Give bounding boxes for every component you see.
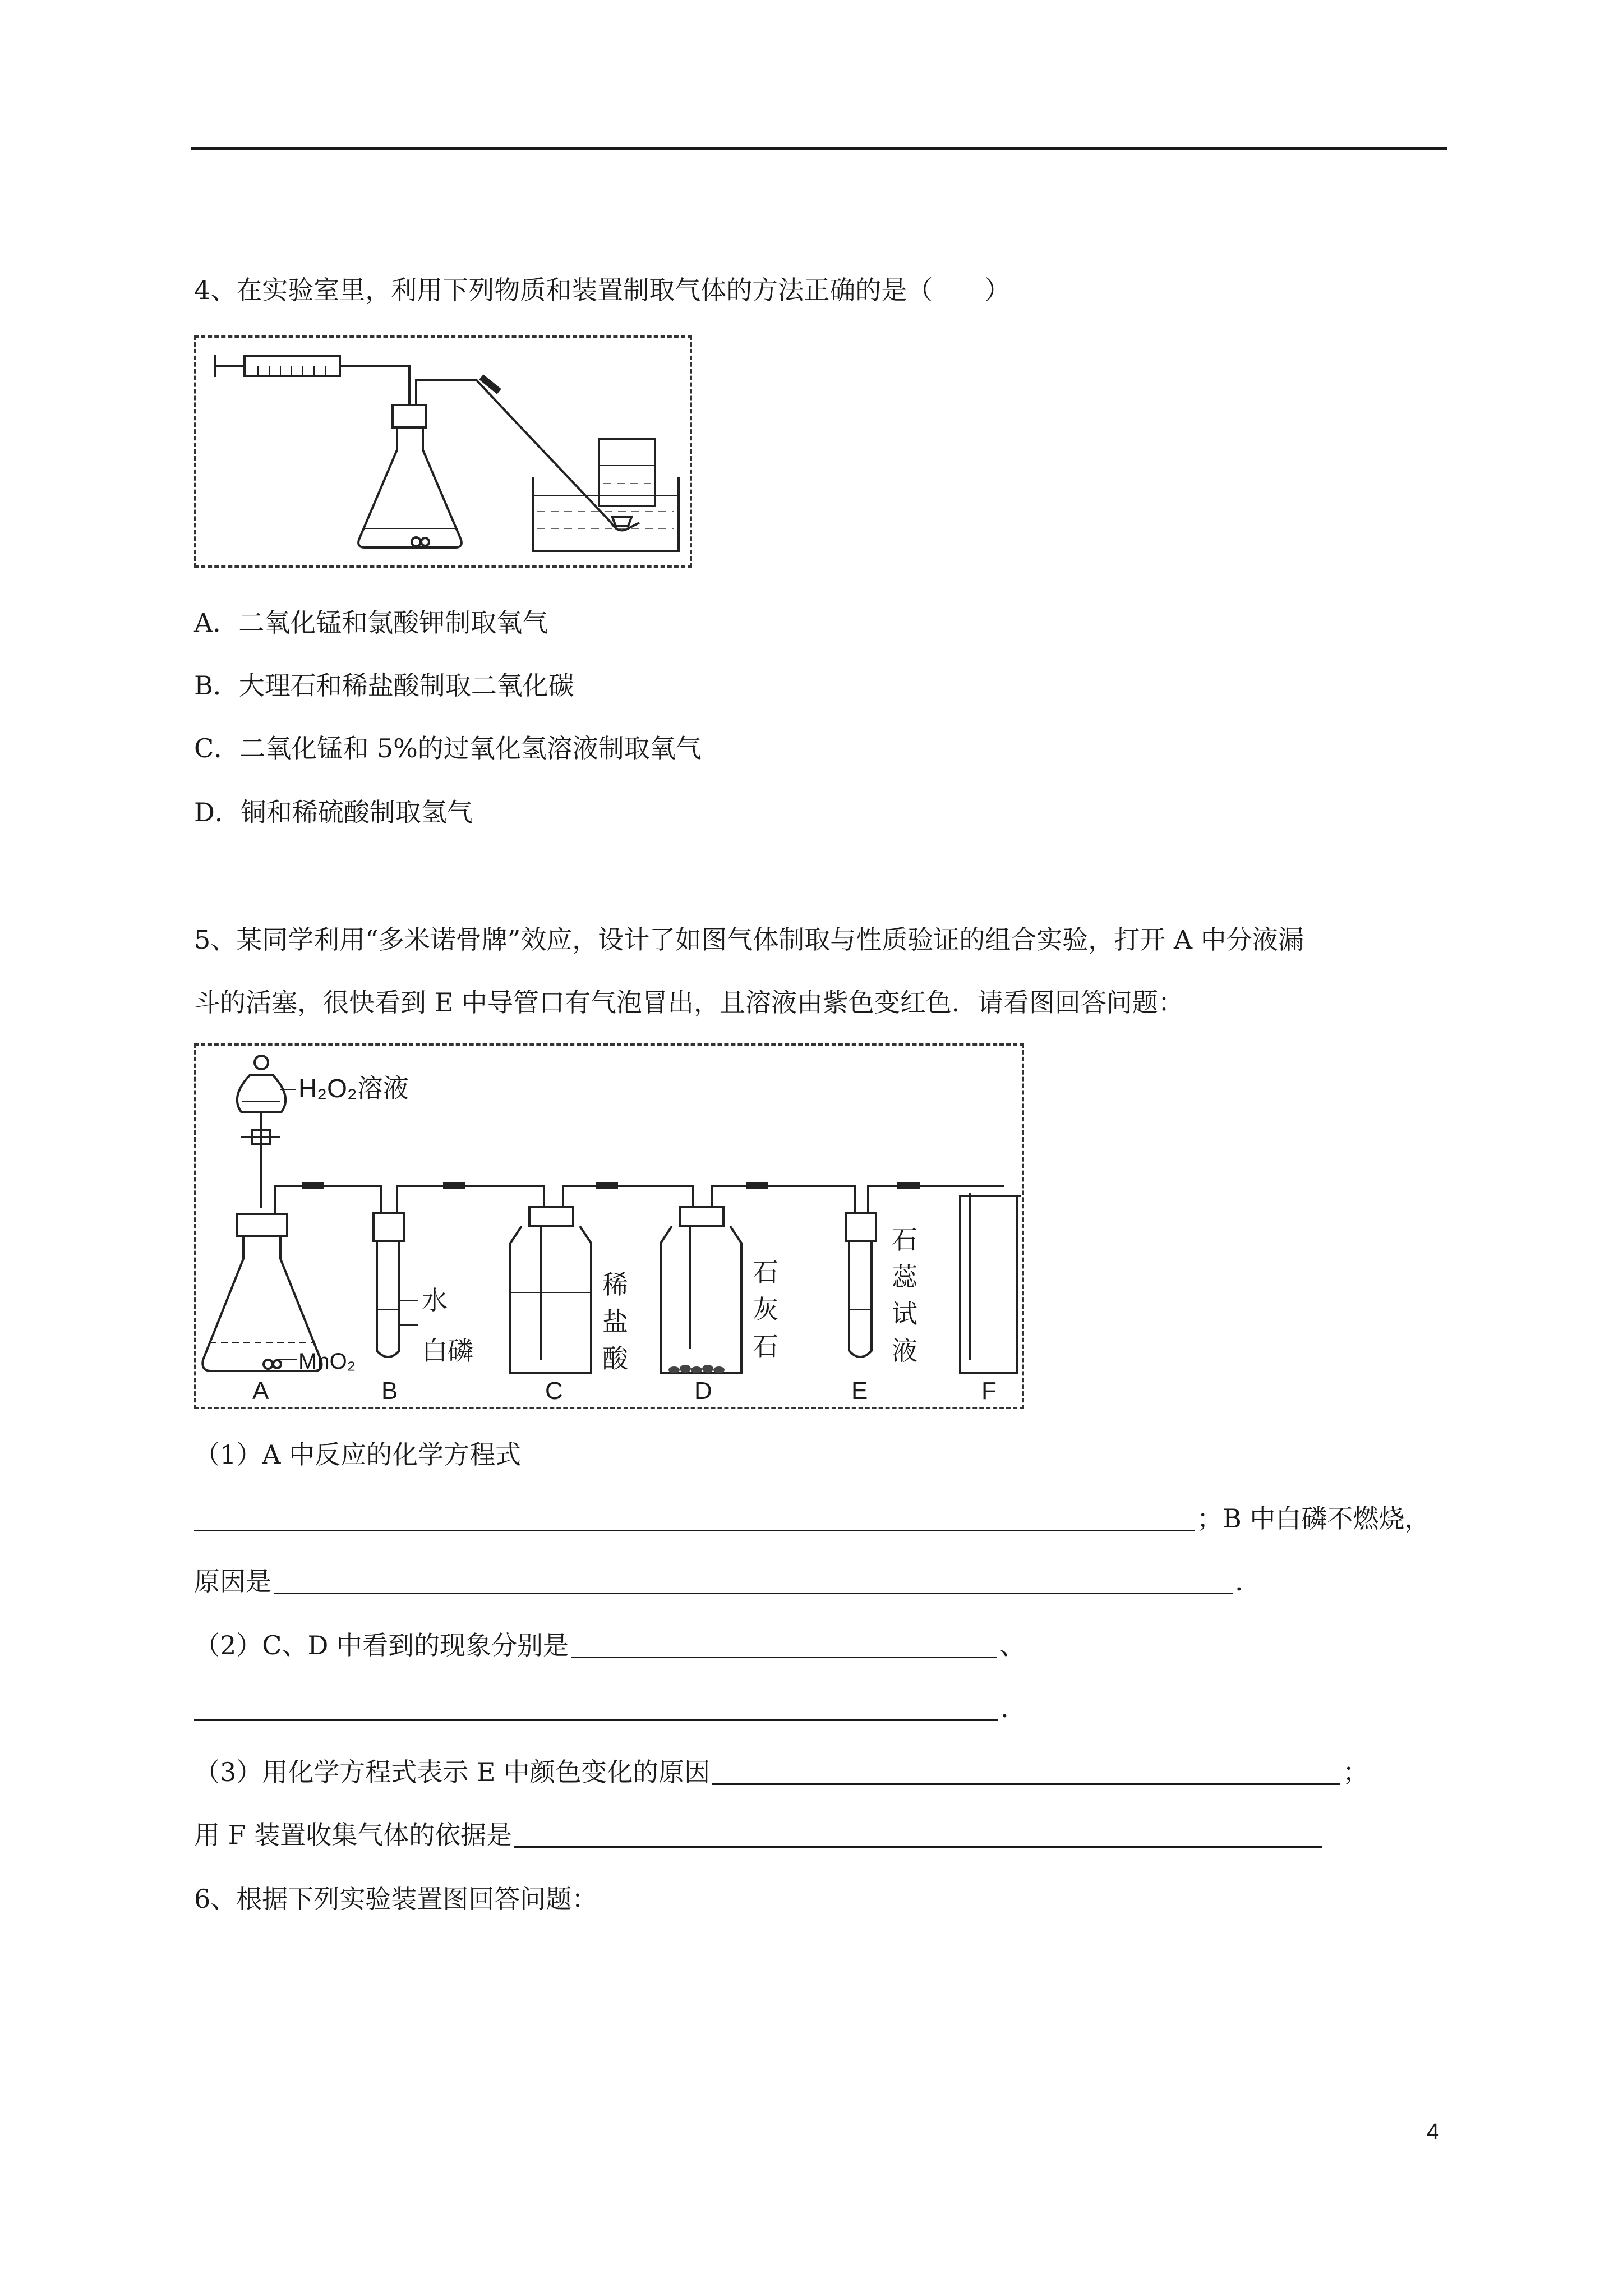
bottle-c-stopper (529, 1207, 573, 1226)
q4-option-c: C．二氧化锰和 5%的过氧化氢溶液制取氧气 (194, 733, 702, 763)
header-rule (191, 147, 1447, 150)
q4-option-b: B．大理石和稀盐酸制取二氧化碳 (194, 670, 574, 701)
answer-blank-equation-e[interactable] (712, 1760, 1340, 1785)
label-e: E (851, 1377, 868, 1405)
bottle-d (661, 1226, 741, 1373)
answer-blank-d-phenomenon[interactable] (194, 1696, 998, 1721)
q5-part1-tail: ；B 中白磷不燃烧， (1197, 1503, 1431, 1534)
q5-stem-line1: 5、某同学利用“多米诺骨牌”效应，设计了如图气体制取与性质验证的组合实验，打开 A 中分液漏 (194, 924, 1304, 955)
q5-part1-end: . (1235, 1566, 1243, 1596)
flask-solid (412, 537, 421, 546)
test-tube-b (377, 1241, 399, 1357)
q4-option-d: D．铜和稀硫酸制取氢气 (194, 797, 473, 827)
white-phosphorus-label: 白磷 (422, 1336, 473, 1365)
label-b: B (381, 1377, 398, 1405)
bottle-f (960, 1197, 1017, 1373)
tube-a-b (275, 1186, 381, 1214)
q5-figure (194, 1043, 1024, 1409)
tube-d-e (712, 1186, 855, 1213)
separatory-funnel (237, 1075, 285, 1112)
flask-stopper (393, 405, 426, 427)
bottle-c (510, 1226, 591, 1373)
q4-option-a: A．二氧化锰和氯酸钾制取氧气 (194, 608, 548, 638)
q5-part1-reason: 原因是 (194, 1566, 271, 1596)
q5-part2-end: . (1000, 1693, 1009, 1723)
limestone-label-2: 灰 (753, 1295, 778, 1324)
label-c: C (545, 1377, 563, 1405)
hcl-label-1: 稀 (602, 1270, 628, 1299)
q4-apparatus-diagram (196, 338, 690, 565)
limestone-pieces (668, 1365, 725, 1373)
litmus-label-3: 试 (892, 1299, 917, 1328)
answer-blank-reason[interactable] (274, 1569, 1233, 1594)
tube-e-f (868, 1186, 1004, 1213)
answer-blank-c-phenomenon[interactable] (571, 1633, 997, 1658)
syringe-needle (340, 366, 409, 405)
label-f: F (981, 1377, 997, 1405)
litmus-label-1: 石 (892, 1225, 917, 1254)
mno2-solid (264, 1360, 273, 1369)
h2o2-label: H₂O₂溶液 (298, 1074, 409, 1103)
bottle-d-stopper (680, 1207, 723, 1226)
funnel-stopper (255, 1056, 268, 1069)
limestone-label-3: 石 (753, 1332, 778, 1361)
delivery-tube (416, 380, 639, 530)
answer-blank-equation-a[interactable] (194, 1506, 1195, 1531)
q5-part3-line (194, 1759, 1368, 1785)
hcl-label-2: 盐 (602, 1307, 628, 1336)
mno2-label: MnO₂ (298, 1349, 356, 1374)
litmus-label-4: 液 (892, 1336, 917, 1365)
q4-figure (194, 335, 692, 568)
beehive-shelf (612, 517, 631, 526)
page-number: 4 (1427, 2119, 1440, 2144)
q5-part1-line (194, 1503, 1431, 1534)
q5-part3-f: 用 F 装置收集气体的依据是 (194, 1820, 513, 1850)
label-d: D (694, 1377, 712, 1405)
syringe-scale (258, 366, 325, 376)
conical-flask (358, 427, 462, 547)
q6-stem: 6、根据下列实验装置图回答问题： (194, 1884, 598, 1914)
water-trough (533, 477, 679, 551)
tube-c-d (563, 1186, 693, 1208)
q5-part3-f-line (194, 1822, 1324, 1848)
tube-e-stopper (846, 1213, 876, 1241)
q5-stem-line2: 斗的活塞，很快看到 E 中导管口有气泡冒出，且溶液由紫色变红色．请看图回答问题： (194, 987, 1184, 1018)
q5-part2-line (194, 1632, 1025, 1658)
q5-part3-end: ； (1343, 1757, 1369, 1787)
q5-part2-line2 (194, 1695, 1009, 1721)
water-label: 水 (422, 1286, 448, 1315)
label-a: A (252, 1377, 269, 1405)
test-tube-e (849, 1241, 872, 1357)
q5-apparatus-diagram (196, 1046, 1022, 1407)
hcl-label-3: 酸 (602, 1344, 628, 1373)
litmus-label-2: 蕊 (892, 1262, 917, 1291)
q5-part3-label: （3）用化学方程式表示 E 中颜色变化的原因 (194, 1757, 711, 1787)
answer-blank-f-basis[interactable] (514, 1823, 1322, 1848)
q4-stem: 4、在实验室里，利用下列物质和装置制取气体的方法正确的是（ ） (194, 275, 1011, 305)
q5-part2-label: （2）C、D 中看到的现象分别是 (194, 1630, 569, 1660)
limestone-label-1: 石 (753, 1258, 778, 1287)
q5-part1-label: （1）A 中反应的化学方程式 (194, 1439, 522, 1470)
flask-a-stopper (237, 1214, 287, 1236)
tube-b-stopper (374, 1213, 404, 1241)
q5-part1-reason-line (194, 1568, 1243, 1594)
q5-part2-sep: 、 (999, 1630, 1025, 1660)
tube-b-c (397, 1186, 544, 1213)
